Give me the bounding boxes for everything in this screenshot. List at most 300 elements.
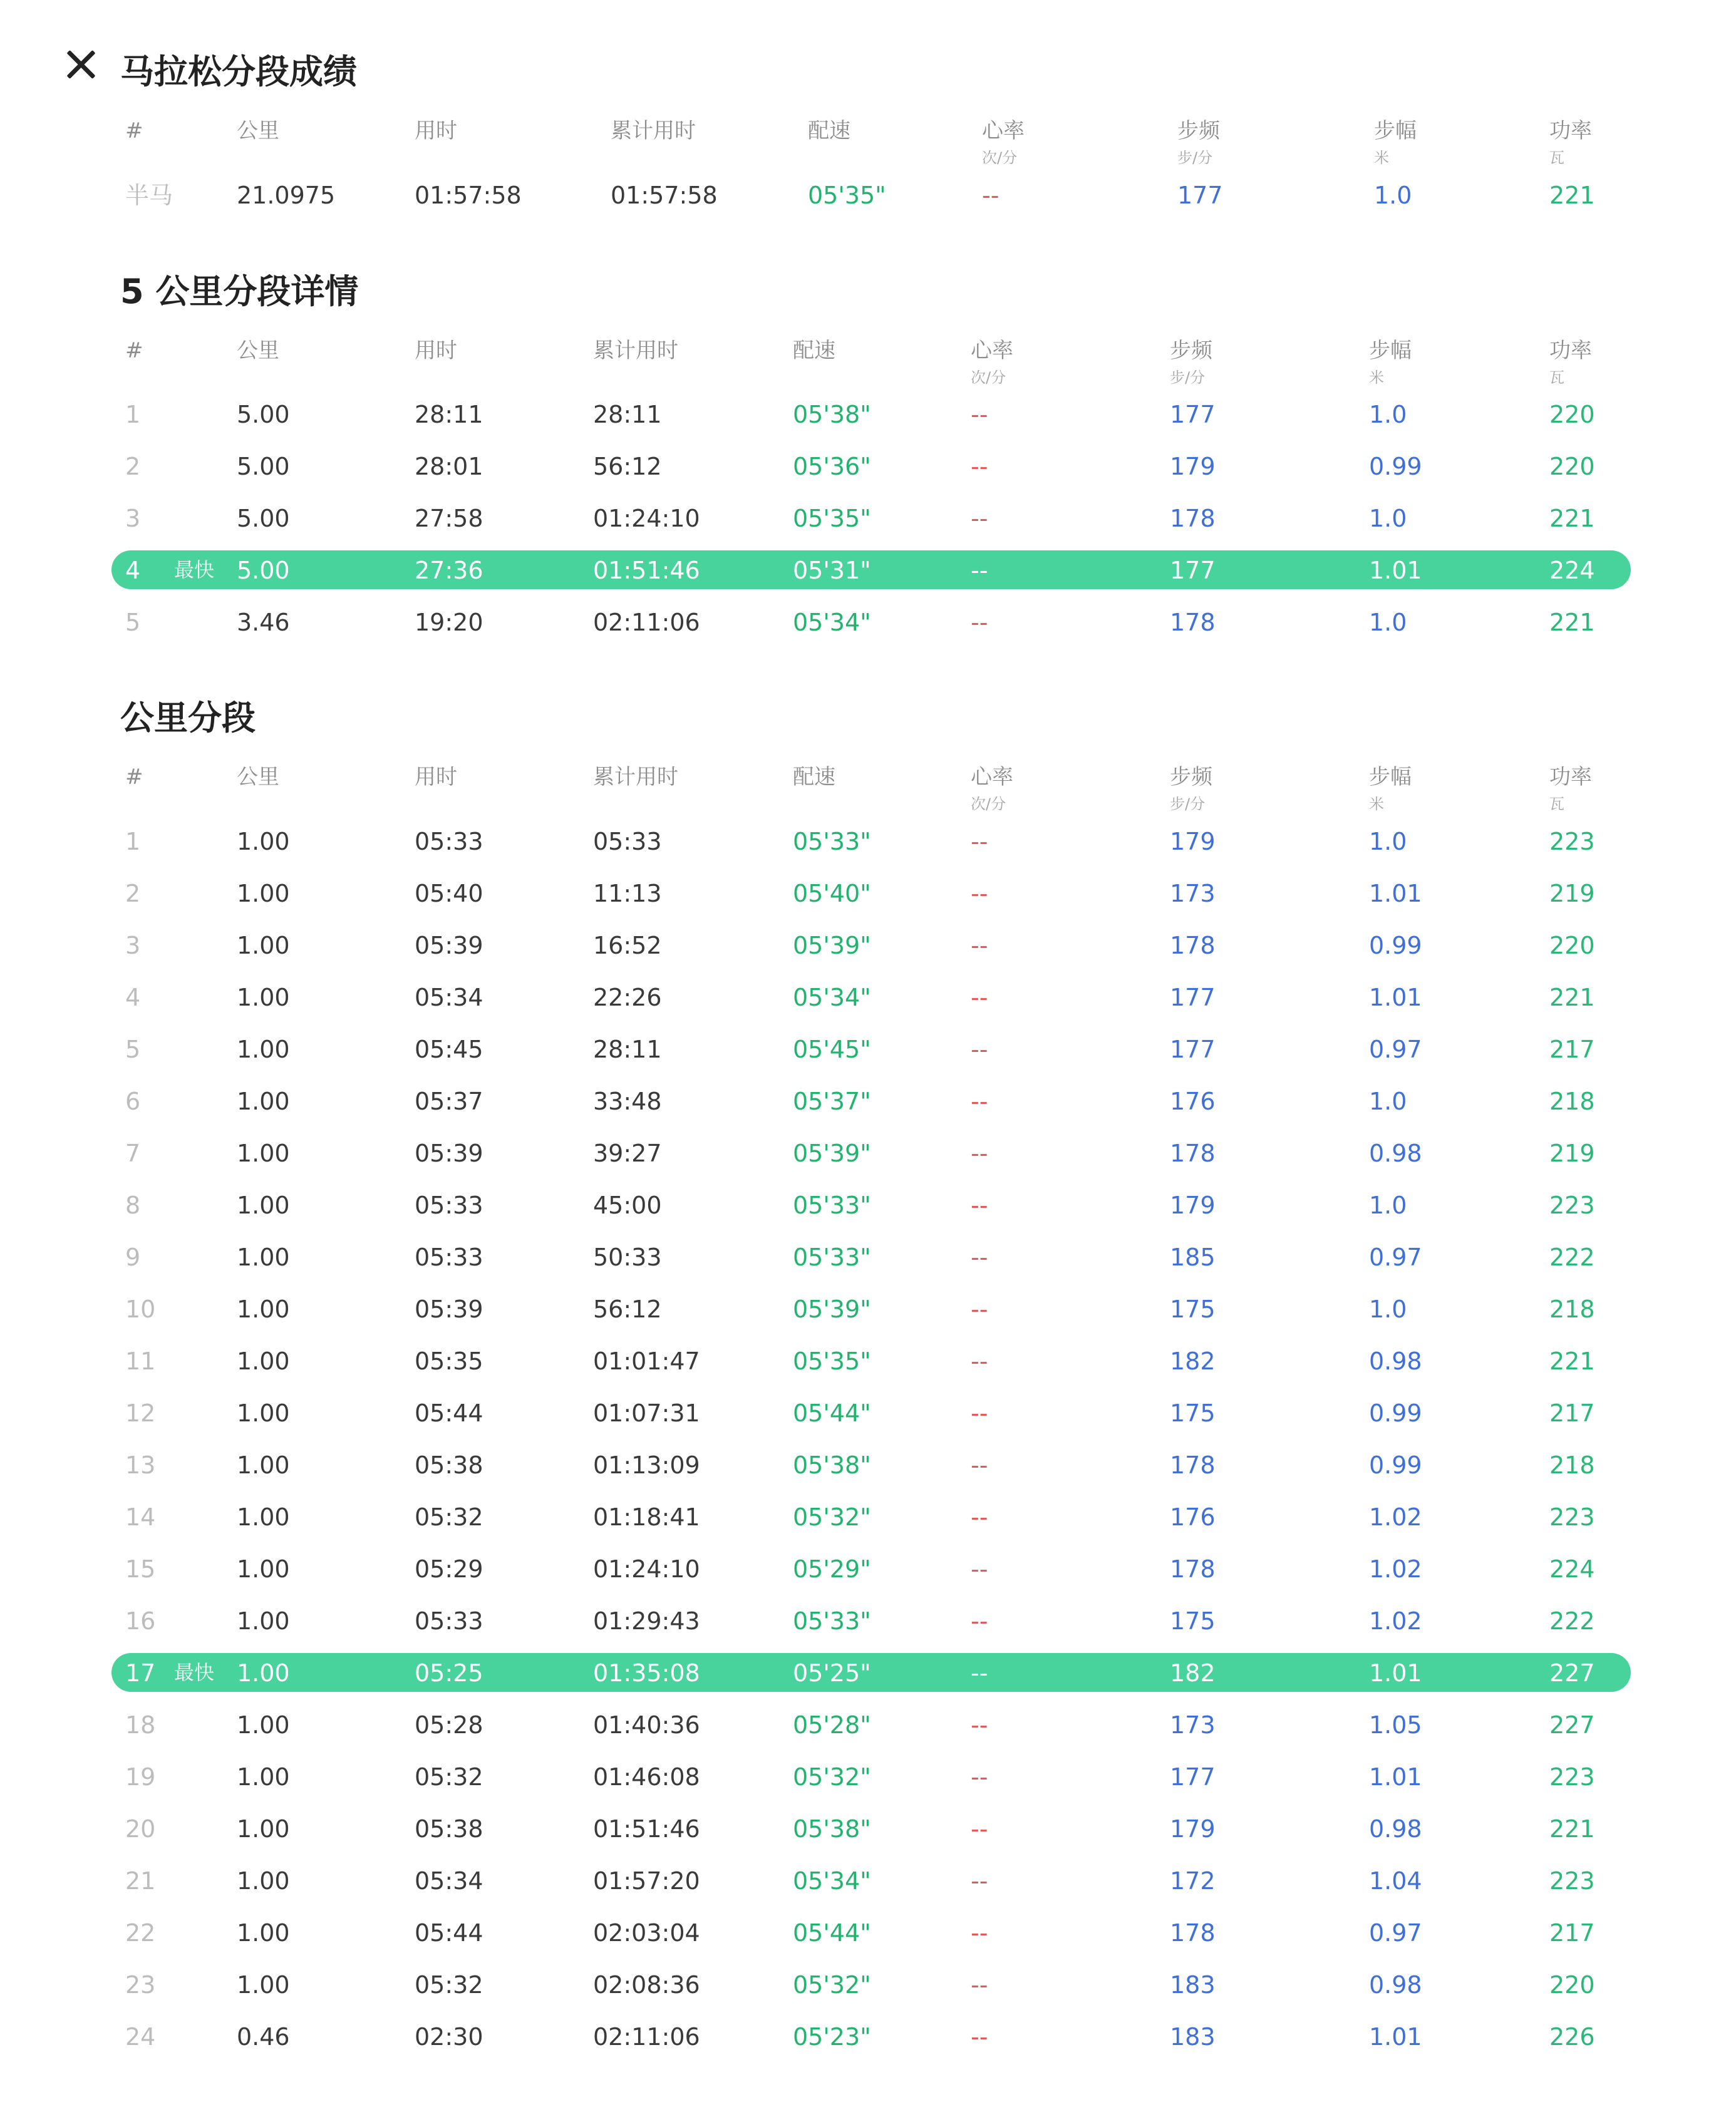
- cell-cadence: 177: [1170, 1036, 1216, 1063]
- column-header-distance: 公里: [237, 338, 279, 363]
- column-unit-power: 瓦: [1549, 149, 1564, 167]
- cell-cumulative-time: 56:12: [593, 453, 662, 480]
- table-row: [0, 1031, 1736, 1083]
- cell-heart-rate: --: [971, 1919, 988, 1947]
- cell-stride: 1.0: [1369, 1296, 1407, 1323]
- column-header-index: #: [125, 765, 143, 790]
- cell-stride: 1.02: [1369, 1555, 1422, 1583]
- cell-cadence: 172: [1170, 1867, 1216, 1895]
- cell-split-time: 28:11: [415, 401, 483, 428]
- cell-cadence: 179: [1170, 453, 1216, 480]
- cell-split-time: 05:29: [415, 1555, 483, 1583]
- cell-cumulative-time: 50:33: [593, 1244, 662, 1271]
- cell-power: 223: [1549, 1503, 1595, 1531]
- column-unit-stride: 米: [1369, 369, 1384, 386]
- cell-power: 217: [1549, 1919, 1595, 1947]
- cell-heart-rate: --: [971, 1347, 988, 1375]
- cell-pace: 05'36": [793, 453, 871, 480]
- cell-stride: 1.0: [1369, 609, 1407, 636]
- cell-heart-rate: --: [971, 1971, 988, 1999]
- column-header-cadence: 步频 步/分: [1170, 765, 1212, 813]
- cell-distance: 1.00: [237, 1711, 290, 1739]
- cell-distance: 3.46: [237, 609, 290, 636]
- cell-index: 1: [125, 401, 141, 428]
- cell-index: 21: [125, 1867, 156, 1895]
- cell-split-time: 19:20: [415, 609, 483, 636]
- cell-stride: 0.99: [1369, 932, 1422, 959]
- column-unit-stride: 米: [1374, 149, 1389, 167]
- cell-distance: 5.00: [237, 505, 290, 532]
- table-row: [0, 1083, 1736, 1135]
- cell-cadence: 178: [1170, 505, 1216, 532]
- cell-heart-rate: --: [971, 1555, 988, 1583]
- column-header-heart-rate: 心率 次/分: [971, 338, 1013, 386]
- cell-power: 220: [1549, 401, 1595, 428]
- cell-index: 2: [125, 453, 141, 480]
- table-row: [0, 1394, 1736, 1447]
- cell-index: 5: [125, 1036, 141, 1063]
- section-title-5k: 5 公里分段详情: [120, 272, 359, 311]
- column-header-cadence: 步频 步/分: [1177, 118, 1220, 167]
- cell-stride: 1.0: [1369, 505, 1407, 532]
- cell-distance: 1.00: [237, 1192, 290, 1219]
- cell-split-time: 05:44: [415, 1919, 483, 1947]
- cell-pace: 05'38": [793, 401, 871, 428]
- table-row: [0, 1706, 1736, 1759]
- table-row: [0, 1498, 1736, 1551]
- column-header-heart-rate: 心率 次/分: [982, 118, 1025, 167]
- cell-split-time: 05:39: [415, 1140, 483, 1167]
- cell-cadence: 179: [1170, 1815, 1216, 1843]
- cell-heart-rate: --: [971, 1296, 988, 1323]
- cell-index: 6: [125, 1088, 141, 1115]
- cell-stride: 1.0: [1369, 828, 1407, 855]
- column-header-split-time: 用时: [415, 338, 457, 363]
- cell-cadence: 179: [1170, 828, 1216, 855]
- cell-index: 15: [125, 1555, 156, 1583]
- cell-pace: 05'33": [793, 1192, 871, 1219]
- cell-cumulative-time: 28:11: [593, 1036, 662, 1063]
- cell-heart-rate: --: [971, 1763, 988, 1791]
- cell-heart-rate: --: [971, 932, 988, 959]
- cell-pace: 05'33": [793, 1607, 871, 1635]
- cell-stride: 1.05: [1369, 1711, 1422, 1739]
- cell-cumulative-time: 11:13: [593, 880, 662, 907]
- cell-stride: 1.02: [1369, 1607, 1422, 1635]
- cell-heart-rate: --: [971, 984, 988, 1011]
- table-row: [0, 448, 1736, 500]
- cell-stride: 1.01: [1369, 984, 1422, 1011]
- table-row: [0, 1290, 1736, 1343]
- cell-pace: 05'44": [793, 1399, 871, 1427]
- cell-cadence: 179: [1170, 1192, 1216, 1219]
- cell-cadence: 178: [1170, 609, 1216, 636]
- table-row: [0, 1446, 1736, 1499]
- table-row: [0, 1914, 1736, 1967]
- cell-heart-rate: --: [971, 1659, 988, 1687]
- column-header-distance: 公里: [237, 765, 279, 790]
- cell-cadence: 177: [1170, 984, 1216, 1011]
- cell-distance: 1.00: [237, 984, 290, 1011]
- cell-split-time: 05:35: [415, 1347, 483, 1375]
- cell-pace: 05'34": [793, 984, 871, 1011]
- cell-split-time: 05:32: [415, 1503, 483, 1531]
- cell-heart-rate: --: [971, 1244, 988, 1271]
- cell-index: 9: [125, 1244, 141, 1271]
- cell-power: 224: [1549, 557, 1595, 584]
- page-title: 马拉松分段成绩: [120, 52, 357, 91]
- cell-power: 227: [1549, 1711, 1595, 1739]
- cell-index: 4: [125, 557, 141, 584]
- table-row: [0, 1862, 1736, 1915]
- cell-heart-rate: --: [971, 1036, 988, 1063]
- cell-pace: 05'44": [793, 1919, 871, 1947]
- table-row: [0, 1342, 1736, 1395]
- cell-pace: 05'33": [793, 828, 871, 855]
- cell-index: 半马: [125, 182, 173, 209]
- cell-cumulative-time: 01:40:36: [593, 1711, 700, 1739]
- cell-stride: 1.01: [1369, 1763, 1422, 1791]
- cell-power: 222: [1549, 1244, 1595, 1271]
- cell-cadence: 177: [1177, 182, 1223, 209]
- column-unit-power: 瓦: [1549, 369, 1564, 386]
- cell-stride: 0.98: [1369, 1815, 1422, 1843]
- cell-cadence: 176: [1170, 1503, 1216, 1531]
- column-unit-cadence: 步/分: [1177, 149, 1213, 167]
- cell-cadence: 182: [1170, 1347, 1216, 1375]
- cell-pace: 05'34": [793, 609, 871, 636]
- table-row: [0, 875, 1736, 927]
- cell-power: 217: [1549, 1399, 1595, 1427]
- cell-stride: 0.97: [1369, 1919, 1422, 1947]
- column-unit-heart-rate: 次/分: [971, 369, 1006, 386]
- cell-stride: 1.04: [1369, 1867, 1422, 1895]
- cell-cadence: 178: [1170, 1919, 1216, 1947]
- cell-heart-rate: --: [971, 1815, 988, 1843]
- cell-index: 18: [125, 1711, 156, 1739]
- cell-split-time: 05:39: [415, 1296, 483, 1323]
- cell-pace: 05'29": [793, 1555, 871, 1583]
- cell-split-time: 05:32: [415, 1763, 483, 1791]
- cell-distance: 1.00: [237, 1451, 290, 1479]
- cell-distance: 1.00: [237, 1347, 290, 1375]
- cell-heart-rate: --: [971, 1399, 988, 1427]
- cell-distance: 1.00: [237, 1659, 290, 1687]
- column-header-cumulative-time: 累计用时: [593, 765, 678, 790]
- table-row: [0, 1758, 1736, 1811]
- cell-split-time: 05:28: [415, 1711, 483, 1739]
- cell-stride: 1.0: [1369, 401, 1407, 428]
- cell-index: 17: [125, 1659, 156, 1687]
- cell-cadence: 178: [1170, 1451, 1216, 1479]
- cell-distance: 1.00: [237, 1555, 290, 1583]
- cell-stride: 0.97: [1369, 1036, 1422, 1063]
- cell-index: 11: [125, 1347, 156, 1375]
- cell-cumulative-time: 01:18:41: [593, 1503, 700, 1531]
- column-header-cadence: 步频 步/分: [1170, 338, 1212, 386]
- cell-cadence: 183: [1170, 1971, 1216, 1999]
- cell-power: 221: [1549, 182, 1595, 209]
- section-title-km: 公里分段: [120, 698, 256, 738]
- cell-pace: 05'33": [793, 1244, 871, 1271]
- cell-heart-rate: --: [971, 1867, 988, 1895]
- column-header-power: 功率 瓦: [1549, 765, 1592, 813]
- cell-heart-rate: --: [971, 1192, 988, 1219]
- cell-cadence: 173: [1170, 1711, 1216, 1739]
- cell-cumulative-time: 28:11: [593, 401, 662, 428]
- cell-power: 220: [1549, 932, 1595, 959]
- column-header-pace: 配速: [808, 118, 850, 143]
- table-row: [0, 1239, 1736, 1291]
- cell-cumulative-time: 01:35:08: [593, 1659, 700, 1687]
- cell-stride: 0.97: [1369, 1244, 1422, 1271]
- cell-cumulative-time: 01:51:46: [593, 1815, 700, 1843]
- cell-heart-rate: --: [971, 828, 988, 855]
- cell-pace: 05'32": [793, 1763, 871, 1791]
- cell-index: 22: [125, 1919, 156, 1947]
- table-row: [0, 979, 1736, 1031]
- column-header-cumulative-time: 累计用时: [593, 338, 678, 363]
- cell-heart-rate: --: [971, 1451, 988, 1479]
- cell-distance: 1.00: [237, 828, 290, 855]
- table-row: [0, 823, 1736, 875]
- cell-cadence: 177: [1170, 557, 1216, 584]
- cell-distance: 1.00: [237, 1036, 290, 1063]
- cell-index: 4: [125, 984, 141, 1011]
- cell-cadence: 178: [1170, 932, 1216, 959]
- column-unit-cadence: 步/分: [1170, 369, 1206, 386]
- cell-distance: 1.00: [237, 1399, 290, 1427]
- column-header-stride: 步幅 米: [1374, 118, 1417, 167]
- cell-cadence: 175: [1170, 1607, 1216, 1635]
- cell-split-time: 05:39: [415, 932, 483, 959]
- cell-cumulative-time: 01:07:31: [593, 1399, 700, 1427]
- cell-pace: 05'38": [793, 1815, 871, 1843]
- column-header-distance: 公里: [237, 118, 279, 143]
- cell-pace: 05'25": [793, 1659, 871, 1687]
- cell-stride: 0.98: [1369, 1347, 1422, 1375]
- table-row: [0, 927, 1736, 979]
- cell-heart-rate: --: [971, 453, 988, 480]
- column-header-index: #: [125, 338, 143, 363]
- cell-distance: 1.00: [237, 1919, 290, 1947]
- cell-power: 222: [1549, 1607, 1595, 1635]
- cell-index: 3: [125, 505, 141, 532]
- cell-cadence: 183: [1170, 2023, 1216, 2051]
- cell-split-time: 05:34: [415, 1867, 483, 1895]
- cell-split-time: 27:58: [415, 505, 483, 532]
- fastest-label: 最快: [174, 1661, 215, 1684]
- cell-distance: 1.00: [237, 1763, 290, 1791]
- fastest-label: 最快: [174, 558, 215, 582]
- cell-split-time: 05:25: [415, 1659, 483, 1687]
- cell-index: 2: [125, 880, 141, 907]
- column-header-power: 功率 瓦: [1549, 338, 1592, 386]
- cell-stride: 0.99: [1369, 1399, 1422, 1427]
- cell-index: 24: [125, 2023, 156, 2051]
- cell-stride: 1.0: [1369, 1192, 1407, 1219]
- cell-cumulative-time: 01:29:43: [593, 1607, 700, 1635]
- cell-index: 3: [125, 932, 141, 959]
- cell-index: 13: [125, 1451, 156, 1479]
- cell-index: 19: [125, 1763, 156, 1791]
- cell-power: 226: [1549, 2023, 1595, 2051]
- cell-power: 221: [1549, 505, 1595, 532]
- fastest-row: [0, 1654, 1736, 1707]
- cell-distance: 1.00: [237, 1607, 290, 1635]
- cell-power: 220: [1549, 1971, 1595, 1999]
- cell-power: 221: [1549, 1347, 1595, 1375]
- cell-split-time: 27:36: [415, 557, 483, 584]
- cell-stride: 1.01: [1369, 880, 1422, 907]
- column-unit-power: 瓦: [1549, 795, 1564, 813]
- cell-distance: 1.00: [237, 1971, 290, 1999]
- table-row: [0, 1810, 1736, 1863]
- cell-pace: 05'34": [793, 1867, 871, 1895]
- cell-distance: 1.00: [237, 932, 290, 959]
- column-header-power: 功率 瓦: [1549, 118, 1592, 167]
- cell-split-time: 05:44: [415, 1399, 483, 1427]
- cell-power: 220: [1549, 453, 1595, 480]
- cell-cadence: 177: [1170, 401, 1216, 428]
- cell-stride: 1.01: [1369, 1659, 1422, 1687]
- column-header-split-time: 用时: [415, 765, 457, 790]
- cell-heart-rate: --: [971, 1607, 988, 1635]
- cell-split-time: 05:33: [415, 1192, 483, 1219]
- cell-cadence: 177: [1170, 1763, 1216, 1791]
- table-row: [0, 1135, 1736, 1187]
- cell-heart-rate: --: [971, 1140, 988, 1167]
- cell-index: 20: [125, 1815, 156, 1843]
- cell-pace: 05'45": [793, 1036, 871, 1063]
- cell-cumulative-time: 01:57:20: [593, 1867, 700, 1895]
- cell-stride: 0.98: [1369, 1140, 1422, 1167]
- cell-split-time: 05:33: [415, 828, 483, 855]
- fastest-row: [0, 552, 1736, 604]
- cell-cumulative-time: 02:11:06: [593, 609, 700, 636]
- cell-index: 14: [125, 1503, 156, 1531]
- table-row: [0, 2018, 1736, 2071]
- cell-power: 221: [1549, 1815, 1595, 1843]
- table-row: [0, 1187, 1736, 1239]
- column-header-pace: 配速: [793, 765, 835, 790]
- cell-distance: 5.00: [237, 557, 290, 584]
- cell-pace: 05'39": [793, 932, 871, 959]
- cell-power: 224: [1549, 1555, 1595, 1583]
- cell-cumulative-time: 01:46:08: [593, 1763, 700, 1791]
- cell-pace: 05'40": [793, 880, 871, 907]
- cell-heart-rate: --: [971, 557, 988, 584]
- cell-cumulative-time: 01:57:58: [611, 182, 718, 209]
- cell-distance: 5.00: [237, 453, 290, 480]
- cell-index: 10: [125, 1296, 156, 1323]
- close-icon[interactable]: [65, 49, 96, 80]
- column-header-index: #: [125, 118, 143, 143]
- cell-distance: 21.0975: [237, 182, 336, 209]
- cell-power: 218: [1549, 1088, 1595, 1115]
- cell-cumulative-time: 01:01:47: [593, 1347, 700, 1375]
- cell-split-time: 05:37: [415, 1088, 483, 1115]
- cell-index: 23: [125, 1971, 156, 1999]
- table-row: [0, 1550, 1736, 1603]
- cell-heart-rate: --: [971, 1503, 988, 1531]
- table-row: [0, 500, 1736, 552]
- cell-pace: 05'35": [793, 1347, 871, 1375]
- cell-split-time: 05:38: [415, 1815, 483, 1843]
- cell-power: 221: [1549, 609, 1595, 636]
- cell-cadence: 182: [1170, 1659, 1216, 1687]
- column-unit-heart-rate: 次/分: [982, 149, 1018, 167]
- cell-pace: 05'31": [793, 557, 871, 584]
- table-row: [0, 604, 1736, 656]
- cell-distance: 1.00: [237, 1088, 290, 1115]
- cell-cumulative-time: 01:13:09: [593, 1451, 700, 1479]
- cell-stride: 0.99: [1369, 1451, 1422, 1479]
- cell-power: 223: [1549, 1763, 1595, 1791]
- cell-distance: 1.00: [237, 880, 290, 907]
- cell-pace: 05'39": [793, 1296, 871, 1323]
- cell-cumulative-time: 33:48: [593, 1088, 662, 1115]
- cell-heart-rate: --: [982, 182, 1000, 209]
- cell-cumulative-time: 22:26: [593, 984, 662, 1011]
- cell-pace: 05'37": [793, 1088, 871, 1115]
- cell-heart-rate: --: [971, 880, 988, 907]
- cell-power: 223: [1549, 1192, 1595, 1219]
- cell-split-time: 05:33: [415, 1244, 483, 1271]
- cell-power: 221: [1549, 984, 1595, 1011]
- cell-distance: 1.00: [237, 1296, 290, 1323]
- cell-split-time: 28:01: [415, 453, 483, 480]
- cell-split-time: 02:30: [415, 2023, 483, 2051]
- cell-cumulative-time: 01:24:10: [593, 505, 700, 532]
- cell-split-time: 05:34: [415, 984, 483, 1011]
- cell-stride: 0.99: [1369, 453, 1422, 480]
- cell-stride: 1.0: [1374, 182, 1412, 209]
- cell-distance: 1.00: [237, 1244, 290, 1271]
- cell-pace: 05'32": [793, 1971, 871, 1999]
- cell-power: 223: [1549, 828, 1595, 855]
- table-row: [0, 1966, 1736, 2019]
- cell-cumulative-time: 45:00: [593, 1192, 662, 1219]
- cell-stride: 1.01: [1369, 557, 1422, 584]
- cell-heart-rate: --: [971, 609, 988, 636]
- cell-index: 5: [125, 609, 141, 636]
- cell-power: 218: [1549, 1451, 1595, 1479]
- column-unit-stride: 米: [1369, 795, 1384, 813]
- cell-cumulative-time: 56:12: [593, 1296, 662, 1323]
- cell-pace: 05'35": [793, 505, 871, 532]
- cell-index: 7: [125, 1140, 141, 1167]
- cell-split-time: 05:33: [415, 1607, 483, 1635]
- cell-cumulative-time: 02:11:06: [593, 2023, 700, 2051]
- cell-cumulative-time: 01:51:46: [593, 557, 700, 584]
- column-header-heart-rate: 心率 次/分: [971, 765, 1013, 813]
- cell-pace: 05'23": [793, 2023, 871, 2051]
- column-unit-heart-rate: 次/分: [971, 795, 1006, 813]
- cell-distance: 1.00: [237, 1503, 290, 1531]
- cell-cumulative-time: 02:08:36: [593, 1971, 700, 1999]
- cell-split-time: 01:57:58: [415, 182, 522, 209]
- cell-index: 16: [125, 1607, 156, 1635]
- cell-stride: 1.02: [1369, 1503, 1422, 1531]
- cell-cumulative-time: 16:52: [593, 932, 662, 959]
- column-header-stride: 步幅 米: [1369, 765, 1412, 813]
- column-header-split-time: 用时: [415, 118, 457, 143]
- cell-cumulative-time: 39:27: [593, 1140, 662, 1167]
- column-header-pace: 配速: [793, 338, 835, 363]
- column-header-stride: 步幅 米: [1369, 338, 1412, 386]
- cell-index: 1: [125, 828, 141, 855]
